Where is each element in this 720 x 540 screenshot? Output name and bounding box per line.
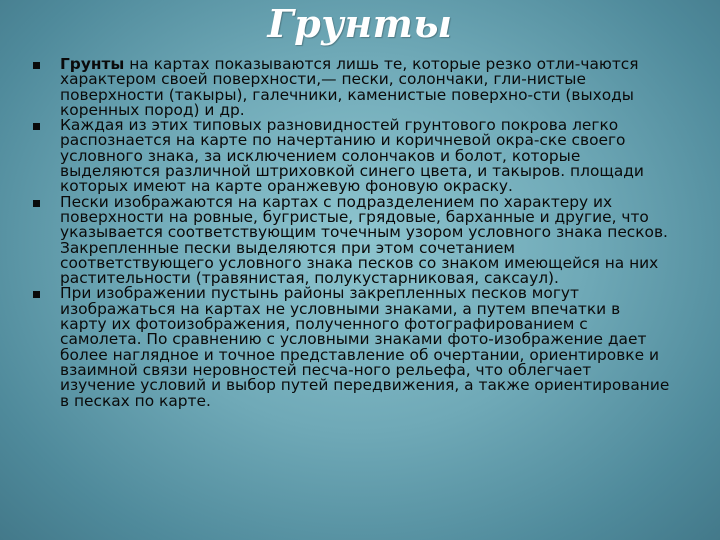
- bullet-lead: Грунты: [60, 55, 125, 73]
- square-bullet-icon: [33, 200, 40, 207]
- square-bullet-icon: [33, 62, 40, 69]
- bullet-list: [30, 57, 670, 409]
- bullet-text: [60, 57, 670, 118]
- bullet-text: [60, 118, 670, 194]
- slide-title: Грунты: [267, 1, 453, 46]
- square-bullet-icon: [33, 291, 40, 298]
- square-bullet-icon: [33, 123, 40, 130]
- bullet-body: Пески изображаются на картах с подразделением по характеру их поверхности на ровные, бугристые, грядовые, барханные и другие, что указывается соответствующим точечным узором условного знака песков. Закрепленные пески выделяются при этом сочетанием соответствующего условного знака песков со знаком имеющейся на них растительности (травянистая, полукустарниковая, саксаул).: [60, 192, 668, 288]
- bullet-text: [60, 286, 670, 408]
- bullet-item: [30, 192, 670, 288]
- bullet-body: на картах показываются лишь те, которые резко отли-чаются характером своей поверхности,— пески, солончаки, гли-нистые поверхности (такыры), галечники, каменистые поверхно-сти (выходы коренных пород) и др.: [60, 55, 639, 119]
- bullet-text: [60, 192, 670, 288]
- bullet-item: [30, 286, 670, 408]
- bullet-item: [30, 118, 670, 194]
- bullet-body: При изображении пустынь районы закрепленных песков могут изображаться на картах не условными знаками, а путем впечатки в карту их фотоизображения, полученного фотографированием с самолета. По сравнению с условными знаками фото-изображение дает более наглядное и точное представление об очертании, ориентировке и взаимной связи неровностей песча-ного рельефа, что облегчает изучение условий и выбор путей передвижения, а также ориентирование в песках по карте.: [60, 284, 670, 410]
- bullet-body: Каждая из этих типовых разновидностей грунтового покрова легко распознается на карте по начертанию и коричневой окра-ске своего условного знака, за исключением солончаков и болот, которые выделяются различной штриховкой синего цвета, и такыров. площади которых имеют на карте оранжевую фоновую окраску.: [60, 116, 644, 196]
- bullet-item: [30, 57, 670, 118]
